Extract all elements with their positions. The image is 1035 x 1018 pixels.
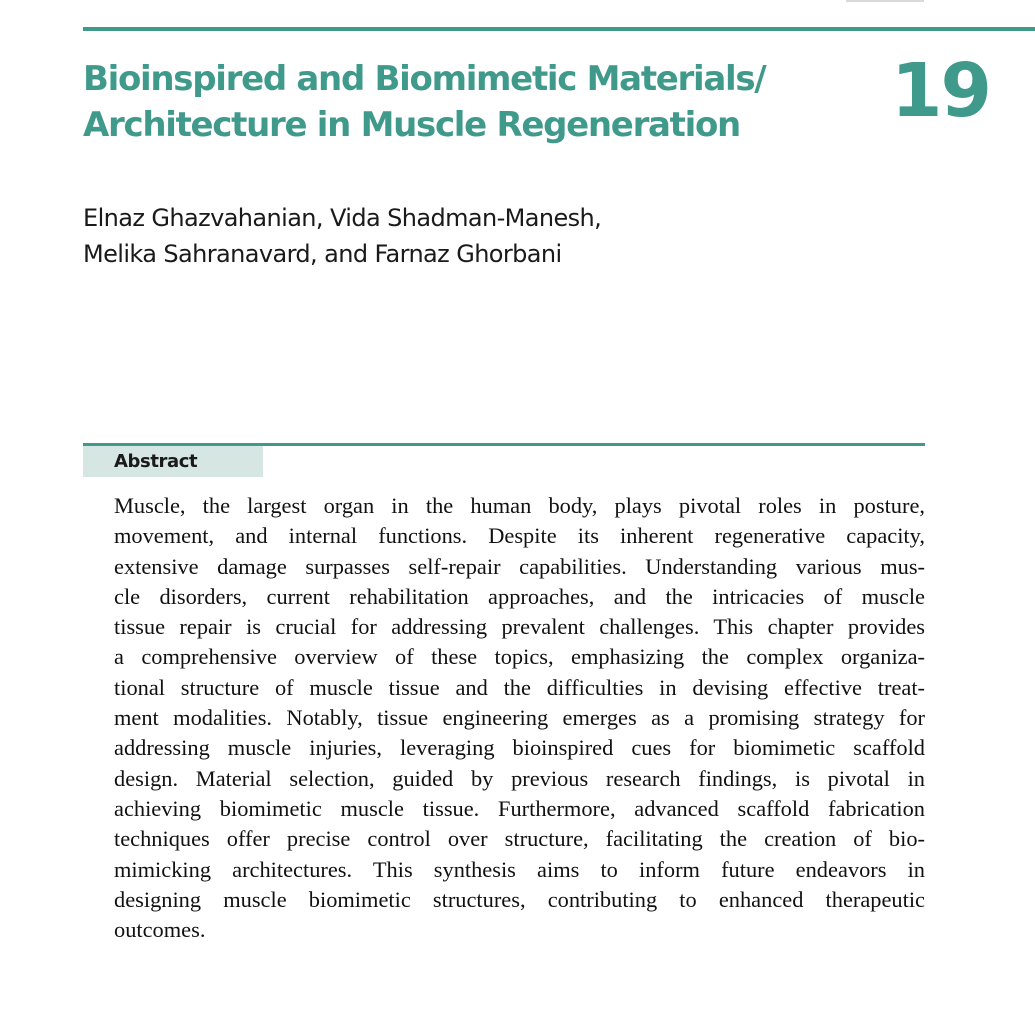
abstract-line: tional structure of muscle tissue and the difficulties in devising effective treat- <box>114 674 925 700</box>
author-line: Elnaz Ghazvahanian, Vida Shadman-Manesh, <box>83 204 602 232</box>
chapter-title <box>83 56 843 148</box>
abstract-line: extensive damage surpasses self-repair capabilities. Understanding various mus- <box>114 553 925 579</box>
page-top-tab <box>846 0 924 2</box>
abstract-line: a comprehensive overview of these topics, emphasizing the complex organiza- <box>114 644 925 670</box>
abstract-line: Muscle, the largest organ in the human body, plays pivotal roles in posture, <box>114 493 925 518</box>
chapter-title-line: Architecture in Muscle Regeneration <box>83 105 740 145</box>
abstract-line: designing muscle biomimetic structures, contributing to enhanced therapeutic <box>114 886 925 912</box>
abstract-line: tissue repair is crucial for addressing prevalent challenges. This chapter provides <box>114 614 925 640</box>
abstract-line: design. Material selection, guided by previous research findings, is pivotal in <box>114 765 925 791</box>
author-line: Melika Sahranavard, and Farnaz Ghorbani <box>83 240 562 268</box>
abstract-line: mimicking architectures. This synthesis aims to inform future endeavors in <box>114 856 925 882</box>
abstract-line: movement, and internal functions. Despite its inherent regenerative capacity, <box>114 523 925 549</box>
author-list <box>83 200 783 272</box>
abstract-line: achieving biomimetic muscle tissue. Furthermore, advanced scaffold fabrication <box>114 795 925 821</box>
abstract-body <box>114 491 925 945</box>
header-rule <box>83 27 1035 31</box>
abstract-line: addressing muscle injuries, leveraging bioinspired cues for biomimetic scaffold <box>114 735 925 761</box>
chapter-title-line: Bioinspired and Biomimetic Materials/ <box>83 59 766 99</box>
chapter-number: 19 <box>891 48 990 134</box>
abstract-line: outcomes. <box>114 917 206 943</box>
abstract-heading-box <box>83 446 263 477</box>
abstract-line: cle disorders, current rehabilitation approaches, and the intricacies of muscle <box>114 583 925 609</box>
abstract-line: techniques offer precise control over structure, facilitating the creation of bio- <box>114 826 925 852</box>
abstract-line: ment modalities. Notably, tissue engineering emerges as a promising strategy for <box>114 705 925 731</box>
abstract-heading: Abstract <box>114 451 198 472</box>
